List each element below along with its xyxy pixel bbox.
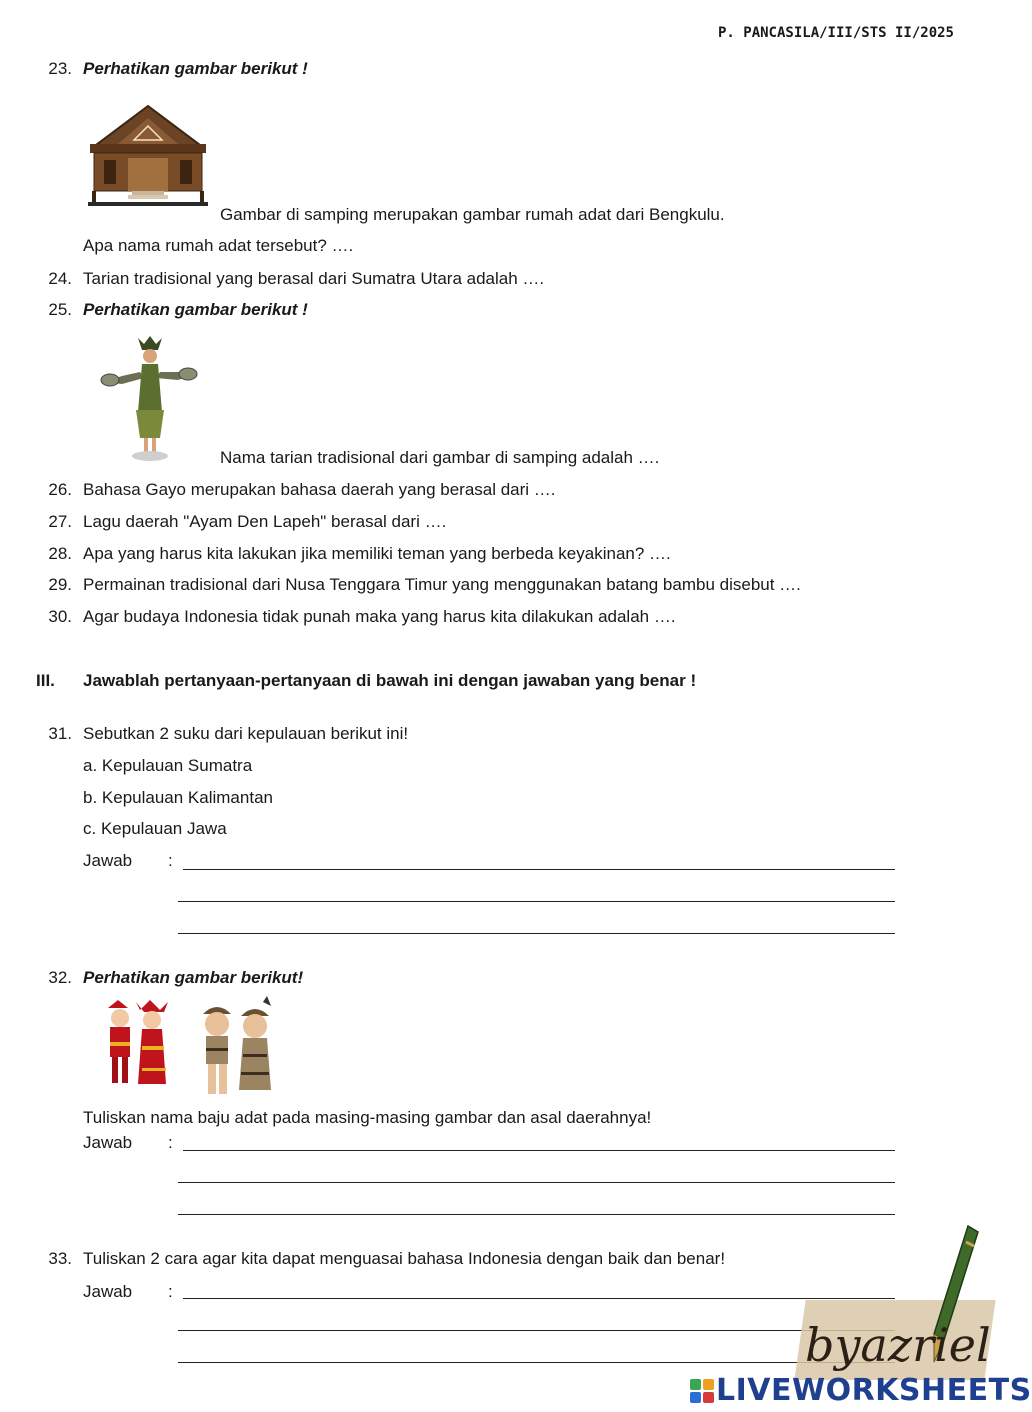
q28-text: Apa yang harus kita lakukan jika memiliki teman yang berbeda keyakinan? ….	[83, 544, 671, 563]
q26-text: Bahasa Gayo merupakan bahasa daerah yang berasal dari ….	[83, 480, 556, 499]
q32-answer-line-1[interactable]	[183, 1150, 895, 1151]
q31-answer-line-1[interactable]	[183, 869, 895, 870]
q28-number: 28.	[48, 544, 72, 563]
q25-question: Nama tarian tradisional dari gambar di samping adalah ….	[220, 448, 660, 467]
liveworksheets-logo	[690, 1373, 1032, 1408]
q31-option-a: a. Kepulauan Sumatra	[83, 756, 253, 775]
q31-answer-line-3[interactable]	[178, 933, 895, 934]
q32-text: Tuliskan nama baju adat pada masing-masing gambar dan asal daerahnya!	[83, 1108, 652, 1127]
q24-text: Tarian tradisional yang berasal dari Sumatra Utara adalah ….	[83, 269, 545, 288]
q26-number: 26.	[48, 480, 72, 499]
rumah-adat-bengkulu-image	[88, 100, 208, 208]
q33-answer-line-1[interactable]	[183, 1298, 895, 1299]
q23-question: Apa nama rumah adat tersebut? ….	[83, 236, 354, 255]
q33-number: 33.	[48, 1249, 72, 1268]
q31-text: Sebutkan 2 suku dari kepulauan berikut ini!	[83, 724, 409, 743]
q33-answer-line-3[interactable]	[178, 1362, 895, 1363]
q27-number: 27.	[48, 512, 72, 531]
q23-title: Perhatikan gambar berikut !	[83, 59, 308, 78]
q33-answer-label: Jawab	[83, 1282, 133, 1301]
q31-answer-line-2[interactable]	[178, 901, 895, 902]
q32-answer-label: Jawab	[83, 1133, 133, 1152]
q30-number: 30.	[48, 607, 72, 626]
q32-number: 32.	[48, 968, 72, 987]
q31-number: 31.	[48, 724, 72, 743]
q23-statement: Gambar di samping merupakan gambar rumah adat dari Bengkulu.	[220, 205, 725, 224]
q32-answer-line-2[interactable]	[178, 1182, 895, 1183]
q24-number: 24.	[48, 269, 72, 288]
q32-answer-colon: :	[168, 1133, 173, 1152]
signature: byazriel	[805, 1318, 991, 1372]
liveworksheets-logo-icon	[690, 1379, 714, 1403]
q32-answer-line-3[interactable]	[178, 1214, 895, 1215]
q31-option-b: b. Kepulauan Kalimantan	[83, 788, 273, 807]
q27-text: Lagu daerah "Ayam Den Lapeh" berasal dari ….	[83, 512, 447, 531]
q33-answer-colon: :	[168, 1282, 173, 1301]
tarian-tradisional-image	[100, 334, 200, 464]
q31-answer-label: Jawab	[83, 851, 133, 870]
baju-adat-minang-image	[104, 998, 176, 1090]
q30-text: Agar budaya Indonesia tidak punah maka yang harus kita dilakukan adalah ….	[83, 607, 676, 626]
q33-text: Tuliskan 2 cara agar kita dapat menguasai bahasa Indonesia dengan baik dan benar!	[83, 1249, 726, 1268]
section-title: Jawablah pertanyaan-pertanyaan di bawah ini dengan jawaban yang benar !	[83, 671, 697, 690]
q31-answer-colon: :	[168, 851, 173, 870]
q25-title: Perhatikan gambar berikut !	[83, 300, 308, 319]
q31-option-c: c. Kepulauan Jawa	[83, 819, 227, 838]
liveworksheets-brand: LIVEWORKSHEETS	[716, 1373, 1032, 1408]
q33-answer-line-2[interactable]	[178, 1330, 895, 1331]
q25-number: 25.	[48, 300, 72, 319]
q29-number: 29.	[48, 575, 72, 594]
q23-number: 23.	[48, 59, 72, 78]
q29-text: Permainan tradisional dari Nusa Tenggara Timur yang menggunakan batang bambu disebut ….	[83, 575, 801, 594]
document-code: P. PANCASILA/III/STS II/2025	[717, 25, 954, 41]
baju-adat-dayak-image	[197, 998, 277, 1102]
q32-title: Perhatikan gambar berikut!	[83, 968, 304, 987]
section-number: III.	[36, 671, 55, 690]
